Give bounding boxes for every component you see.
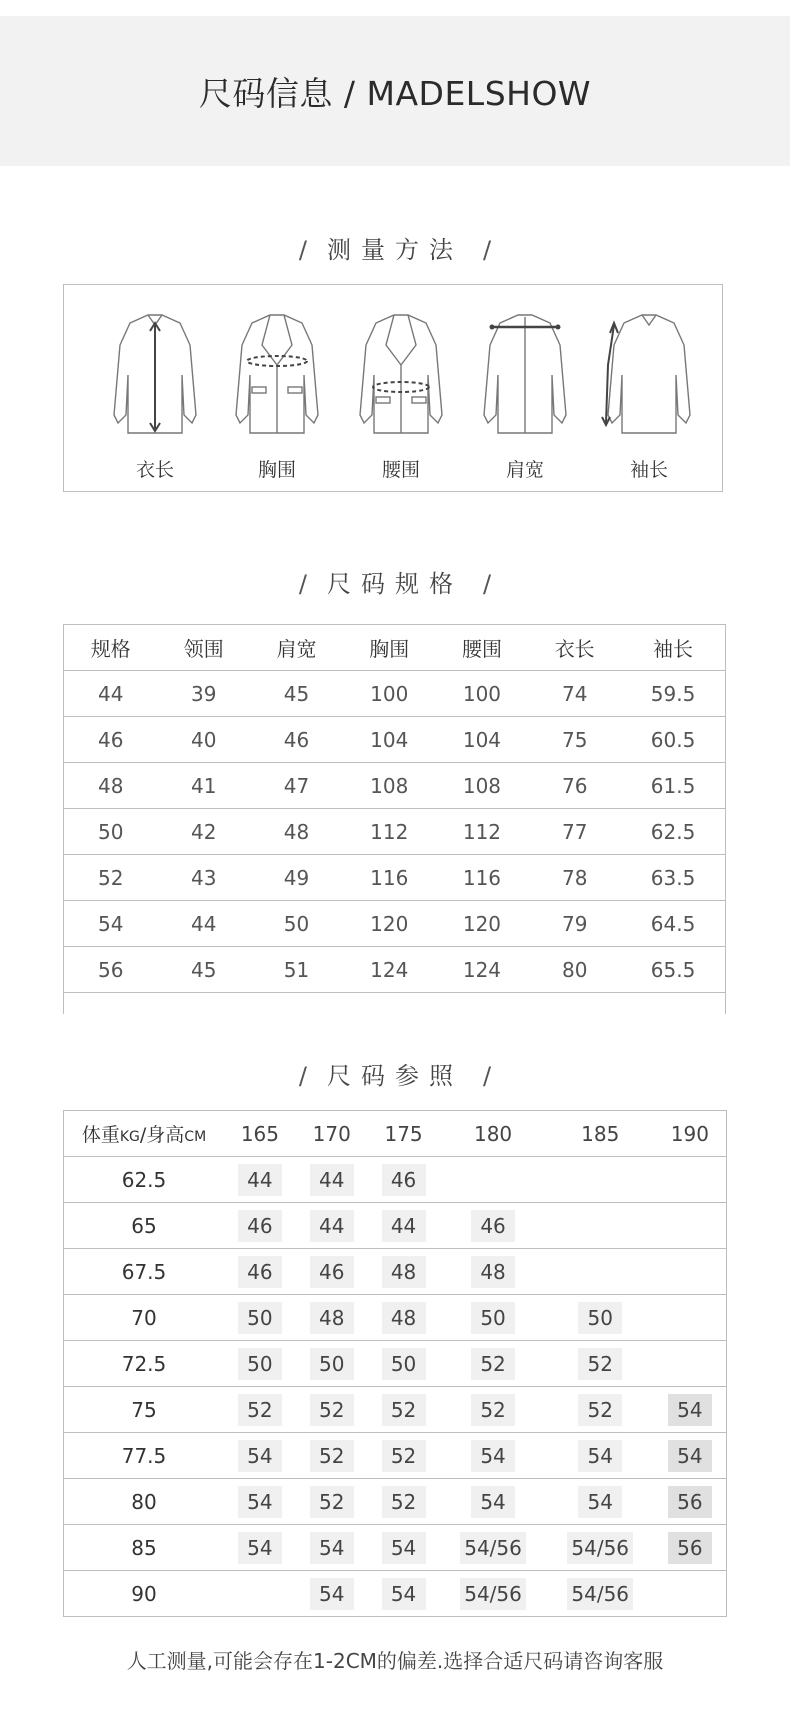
table-cell: 104 <box>436 717 529 763</box>
size-cell <box>547 1341 654 1387</box>
table-cell: 79 <box>528 901 621 947</box>
measure-section-title: / 测量方法 / <box>298 236 492 264</box>
weight-cell: 62.5 <box>64 1157 225 1203</box>
spec-section-title: / 尺码规格 / <box>298 570 492 598</box>
size-chip: 54 <box>238 1440 282 1472</box>
table-cell: 56 <box>64 947 158 993</box>
table-row <box>64 1295 727 1341</box>
table-cell: 54 <box>64 901 158 947</box>
size-cell <box>296 1203 368 1249</box>
table-cell: 108 <box>436 763 529 809</box>
size-cell <box>547 1479 654 1525</box>
size-chip: 54 <box>578 1440 622 1472</box>
size-cell <box>439 1387 546 1433</box>
table-row <box>64 717 726 763</box>
table-row <box>64 1249 727 1295</box>
height-header-cell: 170 <box>296 1111 368 1157</box>
table-cell: 45 <box>157 947 250 993</box>
table-cell: 112 <box>436 809 529 855</box>
size-cell <box>224 1249 296 1295</box>
size-chip: 54 <box>238 1532 282 1564</box>
weight-cell: 85 <box>64 1525 225 1571</box>
jacket-chest-icon <box>222 305 332 485</box>
table-cell: 63.5 <box>621 855 725 901</box>
size-cell <box>439 1295 546 1341</box>
size-chip: 52 <box>382 1440 426 1472</box>
size-cell <box>439 1525 546 1571</box>
table-row <box>64 763 726 809</box>
size-cell <box>654 1341 727 1387</box>
size-chip: 52 <box>471 1394 515 1426</box>
table-cell: 65.5 <box>621 947 725 993</box>
size-cell <box>439 1571 546 1617</box>
size-cell <box>654 1157 727 1203</box>
size-cell <box>224 1433 296 1479</box>
size-cell <box>439 1433 546 1479</box>
table-cell: 46 <box>64 717 158 763</box>
size-cell <box>296 1433 368 1479</box>
size-cell <box>547 1249 654 1295</box>
jacket-sleeve-icon <box>594 305 704 485</box>
table-header-row <box>64 625 726 671</box>
size-cell <box>439 1203 546 1249</box>
table-row <box>64 1387 727 1433</box>
header-cell: 衣长 <box>528 625 621 671</box>
size-chip: 54/56 <box>460 1532 526 1564</box>
table-cell: 49 <box>250 855 343 901</box>
table-cell: 78 <box>528 855 621 901</box>
size-chip: 54/56 <box>460 1578 526 1610</box>
size-chip: 52 <box>382 1394 426 1426</box>
size-chip: 54 <box>578 1486 622 1518</box>
header-band <box>0 16 790 166</box>
table-cell: 50 <box>250 901 343 947</box>
weight-cell: 77.5 <box>64 1433 225 1479</box>
size-chip: 54 <box>382 1532 426 1564</box>
table-cell: 39 <box>157 671 250 717</box>
table-cell: 41 <box>157 763 250 809</box>
size-cell <box>654 1479 727 1525</box>
table-cell: 104 <box>343 717 436 763</box>
table-cell: 60.5 <box>621 717 725 763</box>
size-cell <box>439 1341 546 1387</box>
size-chip: 44 <box>238 1164 282 1196</box>
table-header-row <box>64 1111 727 1157</box>
table-cell: 48 <box>250 809 343 855</box>
table-cell: 100 <box>436 671 529 717</box>
height-header-cell: 180 <box>439 1111 546 1157</box>
table-row <box>64 1479 727 1525</box>
table-cell: 64.5 <box>621 901 725 947</box>
size-chip: 54 <box>668 1440 712 1472</box>
size-cell <box>547 1433 654 1479</box>
size-cell <box>547 1525 654 1571</box>
table-cell: 42 <box>157 809 250 855</box>
size-reference-table <box>63 1110 727 1617</box>
measure-label-waist: 腰围 <box>381 459 420 481</box>
table-cell: 124 <box>436 947 529 993</box>
page-title: 尺码信息 / MADELSHOW <box>198 73 592 113</box>
weight-height-header: 体重KG/身高CM <box>64 1111 225 1157</box>
size-chip: 56 <box>668 1486 712 1518</box>
header-cell: 袖长 <box>621 625 725 671</box>
table-cell: 120 <box>436 901 529 947</box>
measure-title-text: 测量方法 <box>327 236 463 264</box>
size-spec-table <box>63 624 726 1014</box>
size-chip: 50 <box>238 1348 282 1380</box>
table-cell: 112 <box>343 809 436 855</box>
size-chip: 52 <box>382 1486 426 1518</box>
measurement-footnote: 人工测量,可能会存在1-2CM的偏差.选择合适尺码请咨询客服 <box>126 1649 664 1673</box>
table-cell: 116 <box>343 855 436 901</box>
jacket-length-icon <box>100 305 210 485</box>
size-chip: 44 <box>310 1164 354 1196</box>
size-cell <box>296 1341 368 1387</box>
table-cell: 100 <box>343 671 436 717</box>
size-chip: 52 <box>238 1394 282 1426</box>
size-chip: 46 <box>382 1164 426 1196</box>
size-cell <box>654 1249 727 1295</box>
size-cell <box>368 1203 440 1249</box>
table-row <box>64 901 726 947</box>
size-chip: 44 <box>310 1210 354 1242</box>
weight-cell: 70 <box>64 1295 225 1341</box>
table-cell: 40 <box>157 717 250 763</box>
size-chip: 54 <box>310 1532 354 1564</box>
table-cell: 62.5 <box>621 809 725 855</box>
table-row <box>64 671 726 717</box>
size-cell <box>654 1387 727 1433</box>
height-header-cell: 175 <box>368 1111 440 1157</box>
height-header-cell: 185 <box>547 1111 654 1157</box>
size-chip: 52 <box>310 1440 354 1472</box>
size-cell <box>224 1203 296 1249</box>
table-cell: 74 <box>528 671 621 717</box>
size-cell <box>368 1157 440 1203</box>
table-row <box>64 809 726 855</box>
weight-cell: 65 <box>64 1203 225 1249</box>
table-cell: 108 <box>343 763 436 809</box>
size-chip: 50 <box>471 1302 515 1334</box>
table-row <box>64 1525 727 1571</box>
weight-cell: 75 <box>64 1387 225 1433</box>
table-cell: 75 <box>528 717 621 763</box>
size-cell <box>296 1571 368 1617</box>
table-row <box>64 1433 727 1479</box>
height-header-cell: 165 <box>224 1111 296 1157</box>
size-cell <box>654 1525 727 1571</box>
table-cell: 50 <box>64 809 158 855</box>
size-cell <box>654 1203 727 1249</box>
table-row <box>64 1203 727 1249</box>
size-chip: 50 <box>578 1302 622 1334</box>
header-cell: 腰围 <box>436 625 529 671</box>
size-cell <box>296 1387 368 1433</box>
table-cell: 45 <box>250 671 343 717</box>
size-cell <box>368 1479 440 1525</box>
size-cell <box>296 1157 368 1203</box>
size-cell <box>547 1387 654 1433</box>
size-cell <box>296 1525 368 1571</box>
size-chip: 50 <box>238 1302 282 1334</box>
table-cell: 46 <box>250 717 343 763</box>
size-chip: 46 <box>310 1256 354 1288</box>
header-cell: 胸围 <box>343 625 436 671</box>
header-cell: 领围 <box>157 625 250 671</box>
measure-label-chest: 胸围 <box>257 459 296 481</box>
table-cell: 52 <box>64 855 158 901</box>
size-cell <box>368 1295 440 1341</box>
size-cell <box>224 1295 296 1341</box>
size-chip: 48 <box>310 1302 354 1334</box>
table-cell: 59.5 <box>621 671 725 717</box>
measure-label-sleeve: 袖长 <box>629 459 668 481</box>
size-chip: 46 <box>238 1210 282 1242</box>
table-cell: 44 <box>64 671 158 717</box>
measure-panel <box>63 284 723 492</box>
table-cell: 44 <box>157 901 250 947</box>
size-chip: 52 <box>578 1394 622 1426</box>
size-chip: 54 <box>471 1486 515 1518</box>
size-cell <box>224 1157 296 1203</box>
size-cell <box>368 1341 440 1387</box>
jacket-shoulder-icon <box>470 305 580 485</box>
size-cell <box>368 1433 440 1479</box>
size-cell <box>224 1341 296 1387</box>
size-chip: 48 <box>471 1256 515 1288</box>
measure-label-length: 衣长 <box>135 459 174 481</box>
table-cell: 43 <box>157 855 250 901</box>
weight-cell: 67.5 <box>64 1249 225 1295</box>
size-chip: 46 <box>471 1210 515 1242</box>
size-cell <box>547 1203 654 1249</box>
size-cell <box>439 1479 546 1525</box>
size-chip: 54 <box>310 1578 354 1610</box>
size-chip: 54 <box>238 1486 282 1518</box>
header-cell: 肩宽 <box>250 625 343 671</box>
size-chip: 54 <box>668 1394 712 1426</box>
table-row <box>64 947 726 993</box>
jacket-waist-icon <box>346 305 456 485</box>
measure-label-shoulder: 肩宽 <box>505 459 544 481</box>
size-cell <box>296 1249 368 1295</box>
size-cell <box>547 1295 654 1341</box>
size-chip: 54 <box>382 1578 426 1610</box>
size-chip: 52 <box>310 1486 354 1518</box>
size-cell <box>439 1157 546 1203</box>
height-header-cell: 190 <box>654 1111 727 1157</box>
size-cell <box>224 1525 296 1571</box>
size-chip: 54/56 <box>567 1532 633 1564</box>
size-chip: 46 <box>238 1256 282 1288</box>
table-cell: 48 <box>64 763 158 809</box>
size-cell <box>296 1479 368 1525</box>
size-cell <box>547 1157 654 1203</box>
reference-section-title: / 尺码参照 / <box>298 1062 492 1090</box>
table-cell: 76 <box>528 763 621 809</box>
size-chip: 48 <box>382 1256 426 1288</box>
table-cell: 51 <box>250 947 343 993</box>
size-cell <box>547 1571 654 1617</box>
spec-title-text: 尺码规格 <box>327 570 463 598</box>
table-cell: 124 <box>343 947 436 993</box>
table-cell: 47 <box>250 763 343 809</box>
size-cell <box>224 1571 296 1617</box>
size-cell <box>368 1525 440 1571</box>
size-cell <box>368 1249 440 1295</box>
table-row <box>64 1157 727 1203</box>
weight-cell: 80 <box>64 1479 225 1525</box>
size-chip: 44 <box>382 1210 426 1242</box>
header-cell: 规格 <box>64 625 158 671</box>
size-chip: 52 <box>310 1394 354 1426</box>
size-cell <box>224 1479 296 1525</box>
weight-cell: 72.5 <box>64 1341 225 1387</box>
size-cell <box>654 1295 727 1341</box>
size-cell <box>224 1387 296 1433</box>
size-cell <box>654 1571 727 1617</box>
table-cell: 116 <box>436 855 529 901</box>
size-cell <box>368 1571 440 1617</box>
reference-title-text: 尺码参照 <box>327 1062 463 1090</box>
size-chip: 54/56 <box>567 1578 633 1610</box>
size-chip: 50 <box>382 1348 426 1380</box>
table-cell: 120 <box>343 901 436 947</box>
table-row <box>64 1341 727 1387</box>
size-chip: 54 <box>471 1440 515 1472</box>
size-chip: 56 <box>668 1532 712 1564</box>
size-cell <box>368 1387 440 1433</box>
size-chip: 50 <box>310 1348 354 1380</box>
size-cell <box>439 1249 546 1295</box>
size-cell <box>296 1295 368 1341</box>
weight-cell: 90 <box>64 1571 225 1617</box>
table-row <box>64 855 726 901</box>
table-spacer-row <box>64 993 726 1015</box>
table-row <box>64 1571 727 1617</box>
table-cell: 77 <box>528 809 621 855</box>
size-cell <box>654 1433 727 1479</box>
table-cell: 61.5 <box>621 763 725 809</box>
size-chip: 48 <box>382 1302 426 1334</box>
table-cell: 80 <box>528 947 621 993</box>
size-chip: 52 <box>578 1348 622 1380</box>
size-chip: 52 <box>471 1348 515 1380</box>
